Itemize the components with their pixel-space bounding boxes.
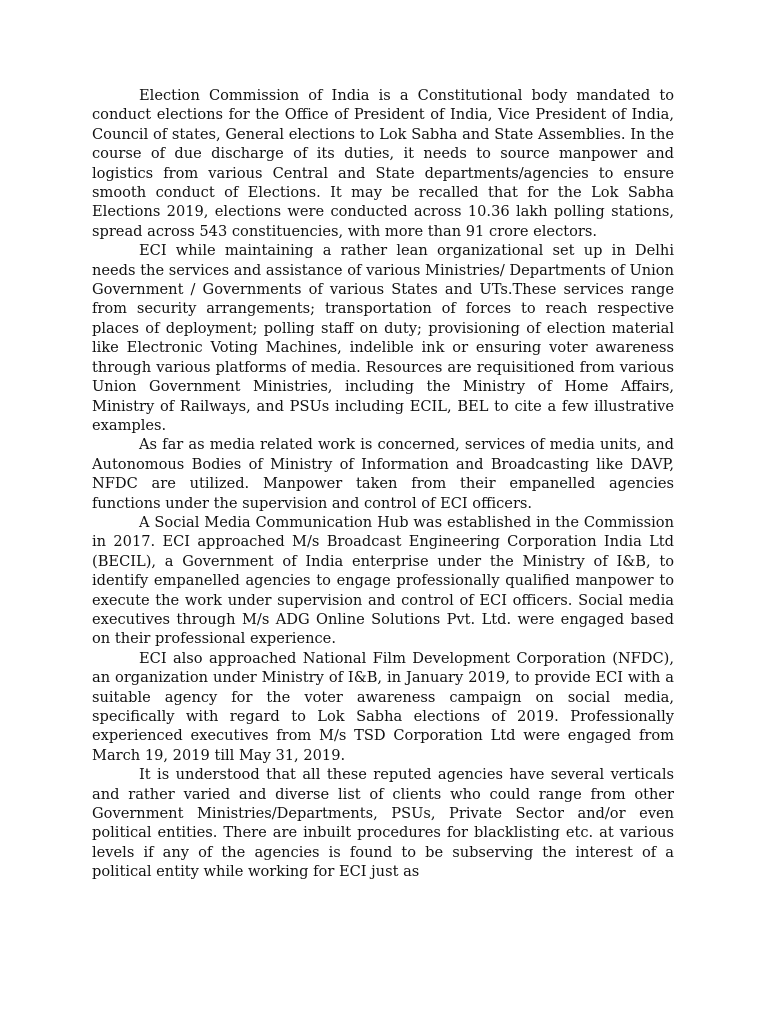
paragraph-media-work: As far as media related work is concerned, services of media units, and Autonomous Bodies of Ministry of Information and Broadcasting like DAVP, NFDC are utilized. Manpower taken from their empanelled agencies functions under the supervision and control of ECI officers. — [92, 436, 674, 512]
paragraph-eci-mandate: Election Commission of India is a Constitutional body mandated to conduct elections for the Office of President of India, Vice President of India, Council of states, General elections to Lok Sabha and State Assemblies. In the course of due discharge of its duties, it needs to source manpower and logistics from various Central and State departments/agencies to ensure smooth conduct of Elections. It may be recalled that for the Lok Sabha Elections 2019, elections were conducted across 10.36 lakh polling stations, spread across 543 constituencies, with more than 91 crore electors. — [92, 87, 674, 240]
paragraph-social-media-hub: A Social Media Communication Hub was established in the Commission in 2017. ECI approached M/s Broadcast Engineering Corporation India Ltd (BECIL), a Government of India enterprise under the Ministry of I&B, to identify empanelled agencies to engage professionally qualified manpower to execute the work under supervision and control of ECI officers. Social media executives through M/s ADG Online Solutions Pvt. Ltd. were engaged based on their professional experience. — [92, 513, 674, 648]
document-body — [92, 86, 674, 882]
paragraph-agency-clients: It is understood that all these reputed agencies have several verticals and rather varied and diverse list of clients who could range from other Government Ministries/Departments, PSUs, Private Sector and/or even political entities. There are inbuilt procedures for blacklisting etc. at various levels if any of the agencies is found to be subserving the interest of a political entity while working for ECI just as — [92, 766, 674, 881]
paragraph-ministries-support: ECI while maintaining a rather lean organizational set up in Delhi needs the services and assistance of various Ministries/ Departments of Union Government / Governments of various States and UTs.These services range from security arrangements; transportation of forces to reach respective places of deployment; polling staff on duty; provisioning of election material like Electronic Voting Machines, indelible ink or ensuring voter awareness through various platforms of media. Resources are requisitioned from various Union Government Ministries, including the Ministry of Home Affairs, Ministry of Railways, and PSUs including ECIL, BEL to cite a few illustrative examples. — [92, 242, 674, 434]
paragraph-nfdc-agency: ECI also approached National Film Development Corporation (NFDC), an organization under Ministry of I&B, in January 2019, to provide ECI with a suitable agency for the voter awareness campaign on social media, specifically with regard to Lok Sabha elections of 2019. Professionally experienced executives from M/s TSD Corporation Ltd were engaged from March 19, 2019 till May 31, 2019. — [92, 649, 674, 764]
